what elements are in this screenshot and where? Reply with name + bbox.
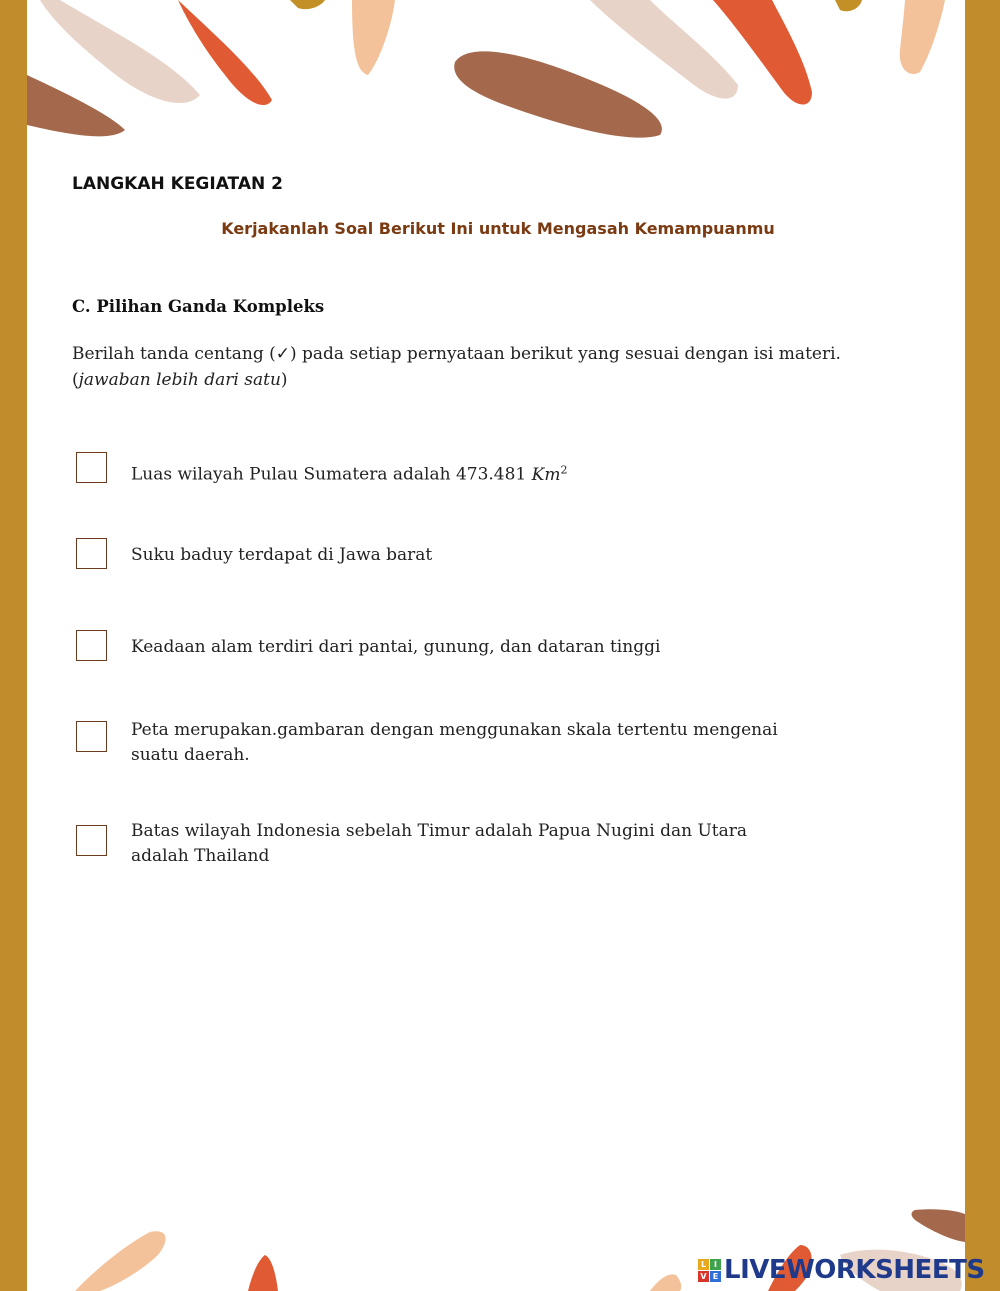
subtitle: Kerjakanlah Soal Berikut Ini untuk Mengasah Kemampuanmu bbox=[221, 219, 775, 238]
brush-stroke bbox=[590, 0, 738, 99]
option-5-checkbox[interactable] bbox=[76, 825, 107, 856]
brush-stroke bbox=[835, 0, 862, 11]
option-4-checkbox[interactable] bbox=[76, 721, 107, 752]
right-border bbox=[965, 0, 1000, 1291]
option-1-checkbox[interactable] bbox=[76, 452, 107, 483]
option-1-text bbox=[131, 457, 871, 488]
option-2-text: Suku baduy terdapat di Jawa barat bbox=[131, 545, 433, 565]
left-border bbox=[0, 0, 27, 1291]
brush-stroke bbox=[650, 1274, 681, 1291]
option-5-text bbox=[131, 819, 871, 869]
logo-letter: L bbox=[698, 1259, 709, 1270]
option-4-line-1: Peta merupakan.gambaran dengan menggunakan skala tertentu mengenai bbox=[131, 720, 778, 740]
brush-stroke bbox=[912, 1209, 965, 1242]
logo-icon bbox=[698, 1259, 721, 1282]
brush-stroke bbox=[352, 0, 395, 75]
liveworksheets-logo[interactable] bbox=[698, 1255, 985, 1285]
logo-letter: I bbox=[710, 1259, 721, 1270]
brush-stroke bbox=[248, 1255, 278, 1291]
logo-letter: E bbox=[710, 1271, 721, 1282]
activity-title: LANGKAH KEGIATAN 2 bbox=[72, 174, 283, 194]
option-5-line-1: Batas wilayah Indonesia sebelah Timur adalah Papua Nugini dan Utara bbox=[131, 821, 748, 841]
logo-letter: V bbox=[698, 1271, 709, 1282]
option-3-text: Keadaan alam terdiri dari pantai, gunung, dan dataran tinggi bbox=[131, 637, 661, 657]
logo-wordmark: LIVEWORKSHEETS bbox=[724, 1255, 985, 1285]
option-2-checkbox[interactable] bbox=[76, 538, 107, 569]
brush-stroke bbox=[454, 51, 662, 137]
brush-stroke bbox=[900, 0, 945, 74]
brush-stroke bbox=[290, 0, 325, 9]
instruction-main: Berilah tanda centang (✓) pada setiap pernyataan berikut yang sesuai dengan isi materi. bbox=[72, 344, 841, 364]
brush-stroke bbox=[75, 1231, 166, 1291]
section-title: C. Pilihan Ganda Kompleks bbox=[72, 297, 325, 316]
option-4-line-2: suatu daerah. bbox=[131, 745, 250, 765]
option-1-statement: Luas wilayah Pulau Sumatera adalah 473.481 bbox=[131, 464, 532, 485]
unit-exponent: 2 bbox=[560, 463, 568, 476]
top-decoration bbox=[0, 0, 1000, 160]
instruction-text bbox=[72, 341, 942, 393]
option-3-checkbox[interactable] bbox=[76, 630, 107, 661]
option-5-line-2: adalah Thailand bbox=[131, 846, 270, 866]
instruction-open: ( bbox=[72, 370, 79, 390]
instruction-close: ) bbox=[280, 370, 288, 390]
brush-stroke bbox=[27, 75, 125, 136]
instruction-italic: jawaban lebih dari satu bbox=[78, 370, 281, 390]
option-4-text bbox=[131, 718, 871, 768]
unit-km bbox=[532, 465, 568, 485]
unit-label: Km bbox=[531, 464, 561, 485]
brush-stroke bbox=[40, 0, 200, 103]
